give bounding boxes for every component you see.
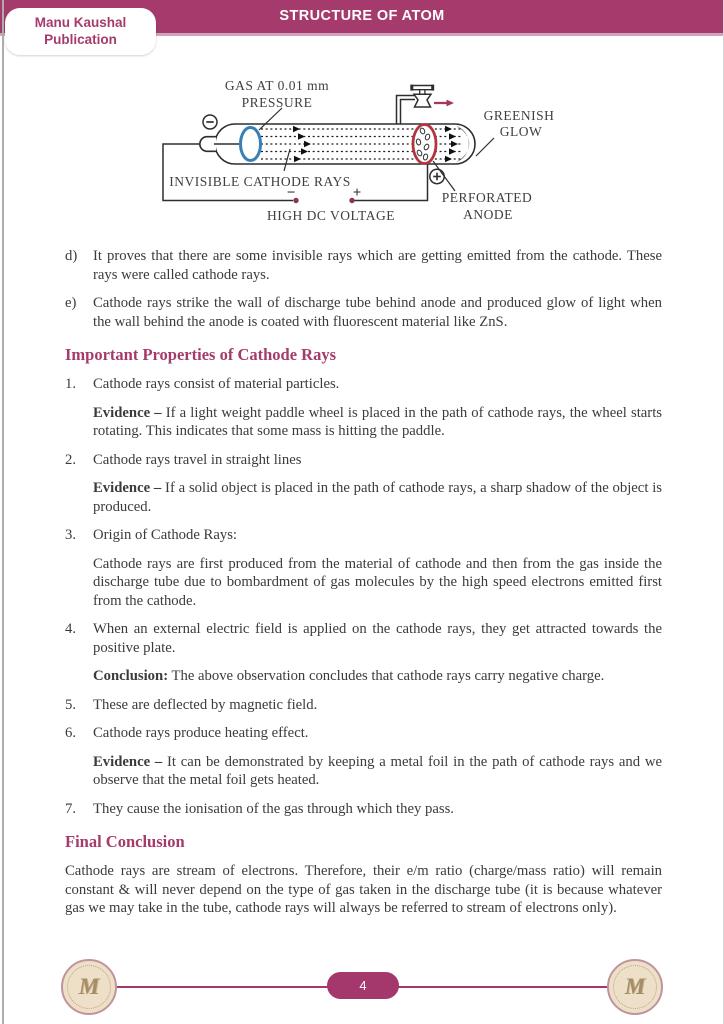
label-gas-pressure-line1: GAS AT 0.01 mm (224, 78, 330, 93)
property-title: Cathode rays consist of material particles. (93, 376, 340, 392)
property-item-3 (65, 526, 662, 610)
item-number: 7. (65, 800, 77, 817)
publisher-name: Manu Kaushal (34, 15, 127, 30)
conclusion-label: Conclusion: (93, 668, 169, 684)
label-glow: GLOW (499, 124, 543, 139)
seal-ring (67, 965, 111, 1009)
item-number: 5. (65, 696, 77, 713)
label-high-dc-voltage: HIGH DC VOLTAGE (267, 208, 395, 223)
evidence-label: Evidence – (93, 480, 162, 496)
item-number: 3. (65, 527, 77, 543)
seal-monogram: M (624, 974, 646, 999)
property-detail (93, 555, 662, 611)
list-item-d (65, 247, 662, 284)
property-evidence (93, 479, 662, 516)
item-label: d) (65, 248, 78, 264)
anode-wire (353, 164, 428, 201)
final-conclusion-heading: Final Conclusion (65, 832, 185, 851)
page-number-badge: 4 (327, 972, 399, 999)
property-title: These are deflected by magnetic field. (93, 696, 318, 713)
evidence-label: Evidence – (93, 753, 163, 770)
publisher-seal-right (607, 959, 663, 1015)
terminal-minus-symbol: − (286, 185, 296, 201)
evidence-text: It can be demonstrated by keeping a metal foil in the path of cathode rays and we observe that the metal foil gets heated. (93, 753, 662, 788)
evidence-text: If a light weight paddle wheel is placed in the path of cathode rays, the wheel starts rotating. This indicates that some mass is hitting the paddle. (93, 404, 662, 439)
property-evidence (93, 753, 662, 790)
item-number: 1. (65, 376, 77, 392)
item-text: Cathode rays strike the wall of discharge tube behind anode and produced glow of light when the wall behind the anode is coated with fluorescent material like ZnS. (93, 295, 662, 330)
item-number: 2. (65, 451, 77, 468)
plus-sign-icon (430, 169, 444, 183)
property-item-2 (65, 451, 662, 517)
item-text: It proves that there are some invisible rays which are getting emitted from the cathode. These rays were called cathode rays. (93, 248, 662, 283)
property-item-6 (65, 724, 662, 790)
property-item-4 (65, 620, 662, 686)
item-number: 4. (65, 621, 77, 637)
page-title: STRUCTURE OF ATOM (279, 8, 445, 24)
property-title: They cause the ionisation of the gas through which they pass. (93, 800, 454, 817)
property-title: When an external electric field is applied on the cathode rays, they get attracted towards the positive plate. (93, 621, 662, 656)
detail-text: Cathode rays are first produced from the material of cathode and then from the gas inside the discharge tube due to bombardment of gas molecules by the high speed electrons emitted first from the cathode. (93, 555, 662, 609)
item-number: 6. (65, 725, 77, 741)
publisher-seal-left (61, 959, 117, 1015)
item-label: e) (65, 295, 77, 311)
label-gas-pressure-line2: PRESSURE (241, 95, 313, 110)
label-perforated: PERFORATED (441, 190, 533, 205)
publisher-subname: Publication (44, 31, 117, 47)
property-item-7 (65, 800, 662, 819)
final-conclusion-text: Cathode rays are stream of electrons. Therefore, their e/m ratio (charge/mass ratio) will remain constant & will never depend on the type of gas taken in the discharge tube (it is because whatever gas we may take in the tube, cathode rays will always be referred to stream of electrons only). (65, 863, 662, 916)
label-anode: ANODE (463, 207, 513, 222)
property-evidence (93, 404, 662, 441)
minus-sign-icon (203, 115, 217, 129)
label-greenish: GREENISH (483, 108, 555, 123)
property-title: Origin of Cathode Rays: (93, 527, 237, 543)
property-title: Cathode rays produce heating effect. (93, 725, 309, 741)
seal-monogram: M (78, 974, 100, 999)
property-title: Cathode rays travel in straight lines (93, 451, 302, 468)
evidence-text: If a solid object is placed in the path of cathode rays, a sharp shadow of the object is produced. (93, 480, 662, 515)
conclusion-text: The above observation concludes that cathode rays carry negative charge. (168, 668, 605, 684)
page-content (65, 247, 662, 918)
property-conclusion (93, 667, 662, 686)
property-item-5 (65, 696, 662, 715)
publisher-badge (5, 8, 156, 55)
gas-out-arrow-icon (434, 100, 454, 107)
cathode-stem-nipple (200, 137, 216, 152)
label-invisible-cathode-rays: INVISIBLE CATHODE RAYS (169, 174, 351, 189)
property-item-1 (65, 375, 662, 441)
terminal-plus-symbol: + (352, 185, 362, 201)
outlet-pipe-inner (401, 100, 416, 125)
evidence-label: Evidence – (93, 404, 162, 421)
list-item-e (65, 294, 662, 331)
properties-heading: Important Properties of Cathode Rays (65, 345, 337, 364)
seal-ring (613, 965, 657, 1009)
